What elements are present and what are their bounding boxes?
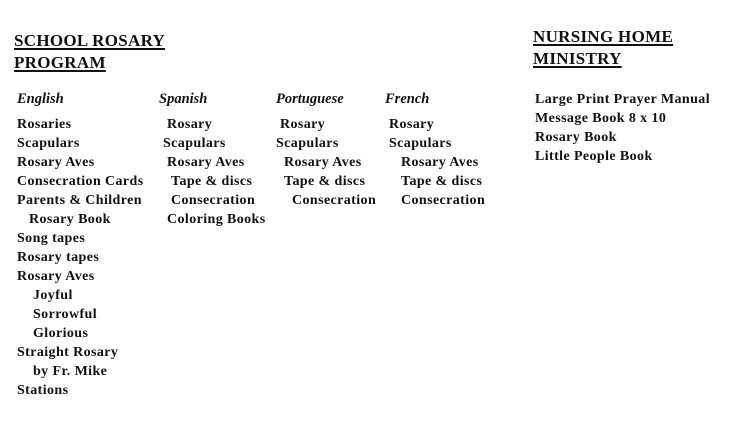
list-item: Rosary xyxy=(389,117,435,132)
nursing-home-ministry-heading xyxy=(533,26,673,70)
list-item: Tape & discs xyxy=(401,174,483,189)
list-item: Tape & discs xyxy=(284,174,366,189)
list-item: Rosary Aves xyxy=(167,155,245,170)
list-item: Rosary xyxy=(167,117,213,132)
list-item: Rosary Book xyxy=(29,212,111,227)
list-item: Rosary Aves xyxy=(17,269,95,284)
list-item: Parents & Children xyxy=(17,193,142,208)
list-item: Rosary tapes xyxy=(17,250,100,265)
list-item: Rosaries xyxy=(17,117,72,132)
list-item: Little People Book xyxy=(535,149,653,164)
list-item: Scapulars xyxy=(17,136,80,151)
list-item: Scapulars xyxy=(276,136,339,151)
list-item: Rosary Aves xyxy=(401,155,479,170)
list-item: Scapulars xyxy=(163,136,226,151)
list-item: Rosary Aves xyxy=(284,155,362,170)
list-item: Consecration xyxy=(171,193,256,208)
spanish-column-title: Spanish xyxy=(159,91,208,107)
school-heading-line1: SCHOOL ROSARY xyxy=(14,31,166,50)
list-item: Song tapes xyxy=(17,231,86,246)
nursing-ministry-list xyxy=(535,90,710,166)
list-item: Large Print Prayer Manual xyxy=(535,92,710,107)
list-item: Message Book 8 x 10 xyxy=(535,111,667,126)
list-item: Stations xyxy=(17,383,69,398)
nursing-heading-line1: NURSING HOME xyxy=(533,27,674,46)
list-item: by Fr. Mike xyxy=(33,364,108,379)
list-item: Rosary Aves xyxy=(17,155,95,170)
list-item: Joyful xyxy=(33,288,73,303)
portuguese-column-title: Portuguese xyxy=(276,91,344,107)
list-item: Straight Rosary xyxy=(17,345,119,360)
list-item: Coloring Books xyxy=(167,212,266,227)
list-item: Consecration xyxy=(292,193,377,208)
french-column xyxy=(385,90,485,210)
list-item: Scapulars xyxy=(389,136,452,151)
english-column xyxy=(17,90,144,400)
list-item: Rosary Book xyxy=(535,130,617,145)
list-item: Rosary xyxy=(280,117,326,132)
list-item: Sorrowful xyxy=(33,307,98,322)
school-heading-line2: PROGRAM xyxy=(14,53,106,72)
list-item: Tape & discs xyxy=(171,174,253,189)
portuguese-column xyxy=(276,90,376,210)
list-item: Consecration Cards xyxy=(17,174,144,189)
school-rosary-program-heading xyxy=(14,30,165,74)
nursing-heading-line2: MINISTRY xyxy=(533,49,622,68)
list-item: Glorious xyxy=(33,326,89,341)
spanish-column xyxy=(159,90,266,229)
english-column-title: English xyxy=(17,91,64,107)
list-item: Consecration xyxy=(401,193,486,208)
french-column-title: French xyxy=(385,91,430,107)
